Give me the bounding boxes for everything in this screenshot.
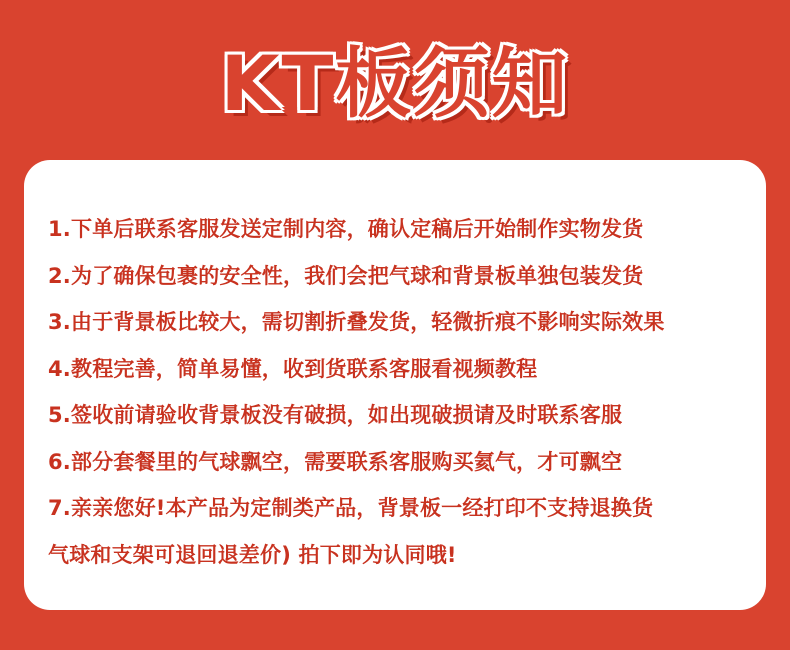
notice-item-2: 2.为了确保包裹的安全性，我们会把气球和背景板单独包装发货 xyxy=(48,263,644,288)
notice-item-7-continued: 气球和支架可退回退差价) 拍下即为认同哦! xyxy=(48,542,457,567)
notice-item-3: 3.由于背景板比较大，需切割折叠发货，轻微折痕不影响实际效果 xyxy=(48,310,665,334)
page-title xyxy=(0,39,790,128)
notice-item-4: 4.教程完善，简单易懂，收到货联系客服看视频教程 xyxy=(48,356,538,381)
notice-item-1: 1.下单后联系客服发送定制内容，确认定稿后开始制作实物发货 xyxy=(48,217,644,241)
page-title-text: KT板须知 xyxy=(220,39,570,128)
notice-item-7: 7.亲亲您好!本产品为定制类产品，背景板一经打印不支持退换货 xyxy=(48,496,654,520)
notice-item-6: 6.部分套餐里的气球飘空，需要联系客服购买氦气，才可飘空 xyxy=(48,449,623,474)
notice-list xyxy=(48,206,758,578)
notice-item-5: 5.签收前请验收背景板没有破损，如出现破损请及时联系客服 xyxy=(48,403,623,427)
